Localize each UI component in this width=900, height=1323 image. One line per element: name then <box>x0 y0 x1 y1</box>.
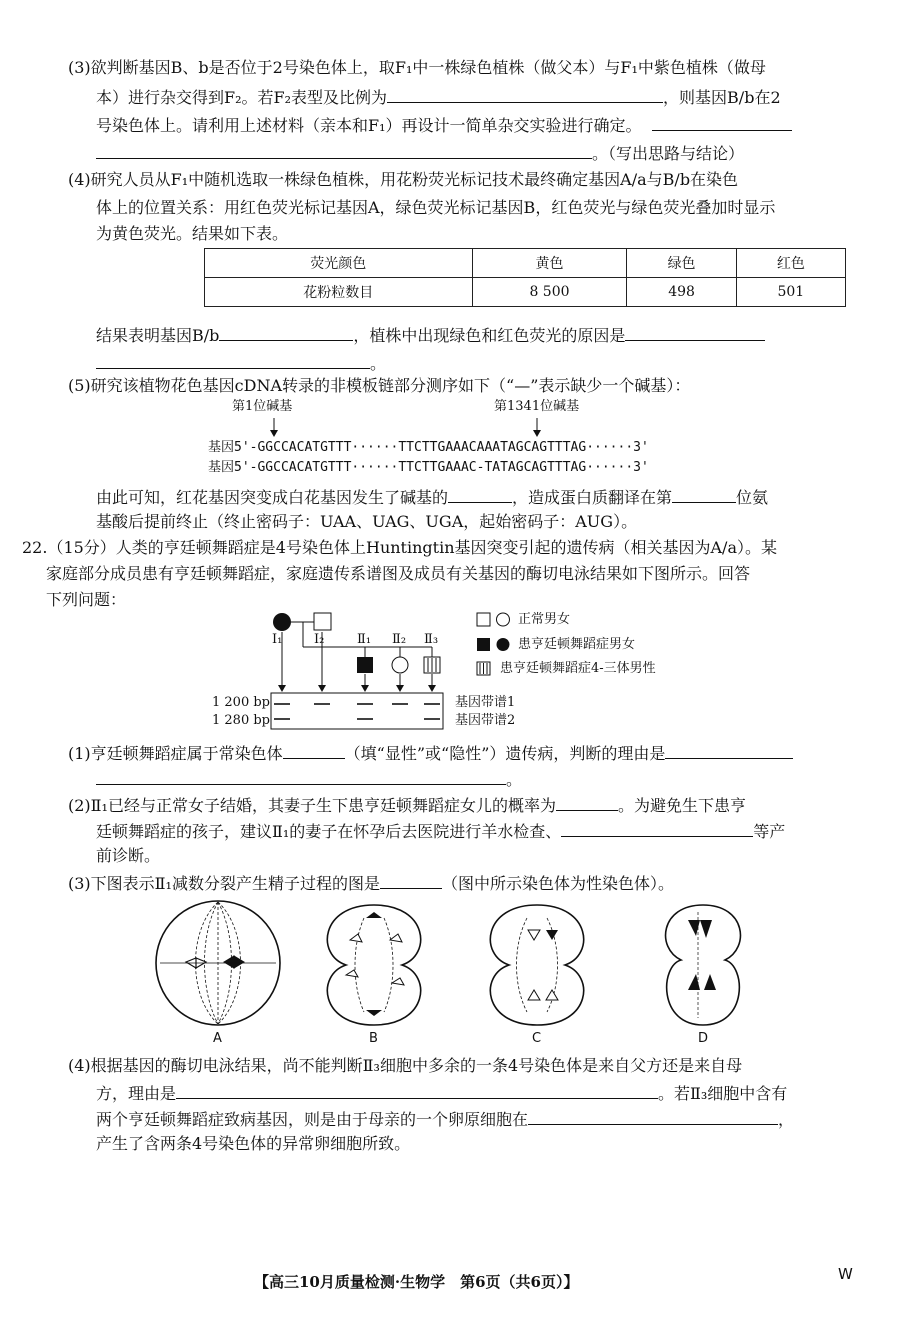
q22-s2-line3: 前诊断。 <box>96 846 161 865</box>
table-cell: 8 500 <box>472 278 627 307</box>
q4-line4-text-a: 结果表明基因B/b <box>96 326 220 345</box>
table-header-cell: 荧光颜色 <box>205 249 473 278</box>
q22-s2-text-a: (2)Ⅱ₁已经与正常女子结婚，其妻子生下患亨廷顿舞蹈症女儿的概率为 <box>68 796 556 815</box>
q22-s1-text-b: （填“显性”或“隐性”）遗传病，判断的理由是 <box>344 744 666 763</box>
cell-label-d: D <box>698 1031 709 1046</box>
table-cell: 498 <box>627 278 736 307</box>
q22-s2-text-d: 等产 <box>753 822 786 841</box>
pedigree-label-I2: Ⅰ₂ <box>314 632 325 647</box>
gene-sequence-red: 基因5'-GGCCACATGTTT······TTCTTGAAACAAATAGCAGTTTAG······3' <box>208 440 649 455</box>
q3-line4-text: 。（写出思路与结论） <box>592 144 745 163</box>
q4-line4-text-b: ，植株中出现绿色和红色荧光的原因是 <box>353 326 626 345</box>
q4-line1: (4)研究人员从F₁中随机选取一株绿色植株，用花粉荧光标记技术最终确定基因A/a与B/b在染色 <box>68 170 739 189</box>
q5-line3: 基酸后提前终止（终止密码子：UAA、UAG、UGA，起始密码子：AUG）。 <box>96 512 638 531</box>
pedigree-label-II1: Ⅱ₁ <box>357 632 372 647</box>
q22-s1-text-c: 。 <box>506 770 523 789</box>
q4-line5-text: 。 <box>370 354 387 373</box>
q3-line2-text-a: 本）进行杂交得到F₂。若F₂表型及比例为 <box>96 88 388 107</box>
legend-affected: 患亨廷顿舞蹈症男女 <box>518 637 636 652</box>
bp-label-1280: 1 280 bp <box>212 713 270 728</box>
q3-line3-text: 号染色体上。请利用上述材料（亲本和F₁）再设计一简单杂交实验进行确定。 <box>96 116 642 135</box>
q22-s2-text-c: 廷顿舞蹈症的孩子，建议Ⅱ₁的妻子在怀孕后去医院进行羊水检查、 <box>96 822 562 841</box>
cell-label-b: B <box>369 1031 378 1046</box>
q4-line2: 体上的位置关系：用红色荧光标记基因A，绿色荧光标记基因B，红色荧光与绿色荧光叠加时显示 <box>96 198 776 217</box>
q22-s2-text-b: 。为避免生下患亨 <box>617 796 746 815</box>
pedigree-label-II2: Ⅱ₂ <box>392 632 407 647</box>
q3-line2-text-b: ，则基因B/b在2 <box>663 88 781 107</box>
q22-line3: 下列问题： <box>46 590 127 609</box>
q22-s1-text-a: (1)亨廷顿舞蹈症属于常染色体 <box>68 744 283 763</box>
page-corner-mark: W <box>838 1265 853 1283</box>
q22-line2: 家庭部分成员患有亨廷顿舞蹈症，家庭遗传系谱图及成员有关基因的酶切电泳结果如下图所示。回答 <box>46 564 751 583</box>
table-header-cell: 绿色 <box>627 249 736 278</box>
q5-line2-text-b: ，造成蛋白质翻译在第 <box>512 488 673 507</box>
band-pattern-1-label: 基因带谱1 <box>455 695 516 710</box>
legend-normal: 正常男女 <box>518 612 571 627</box>
q22-s4-line4: 产生了含两条4号染色体的异常卵细胞所致。 <box>96 1134 411 1153</box>
cell-diagram-a <box>156 901 280 1025</box>
q22-s4-text-b: 方，理由是 <box>96 1084 177 1103</box>
band-pattern-2-label: 基因带谱2 <box>455 713 516 728</box>
table-header-cell: 红色 <box>736 249 845 278</box>
cell-label-c: C <box>532 1031 542 1046</box>
q22-line1: 22.（15分）人类的亨廷顿舞蹈症是4号染色体上Huntingtin基因突变引起的遗传病（相关基因为A/a）。某 <box>22 538 777 557</box>
cell-diagram-c <box>490 905 583 1025</box>
table-cell: 501 <box>736 278 845 307</box>
q3-line1: (3)欲判断基因B、b是否位于2号染色体上，取F₁中一株绿色植株（做父本）与F₁中紫色植株（做母 <box>68 58 766 77</box>
base-1341-label: 第1341位碱基 <box>494 399 580 414</box>
table-cell: 花粉粒数目 <box>205 278 473 307</box>
gene-sequence-white: 基因5'-GGCCACATGTTT······TTCTTGAAAC-TATAGCAGTTTAG······3' <box>208 460 649 475</box>
q5-line2-text-c: 位氨 <box>736 488 769 507</box>
q22-s3-text-b: （图中所示染色体为性染色体）。 <box>441 874 674 893</box>
cell-label-a: A <box>213 1031 222 1046</box>
table-header-cell: 黄色 <box>472 249 627 278</box>
q22-s4-text-c: 。若Ⅱ₃细胞中含有 <box>658 1084 788 1103</box>
page-footer: 【高三10月质量检测·生物学 第6页（共6页）】 <box>254 1273 579 1291</box>
pedigree-label-II3: Ⅱ₃ <box>424 632 439 647</box>
q22-s4-text-d: 两个亨廷顿舞蹈症致病基因，则是由于母亲的一个卵原细胞在 <box>96 1110 529 1129</box>
q4-line3: 为黄色荧光。结果如下表。 <box>96 224 289 243</box>
q5-line2-text-a: 由此可知，红花基因突变成白花基因发生了碱基的 <box>96 488 449 507</box>
cell-diagram-d <box>666 905 741 1025</box>
q22-s3-text-a: (3)下图表示Ⅱ₁减数分裂产生精子过程的图是 <box>68 874 380 893</box>
pedigree-label-I1: Ⅰ₁ <box>272 632 283 647</box>
first-base-label: 第1位碱基 <box>232 399 293 414</box>
q22-s4-line2 <box>96 1080 787 1106</box>
answer-blank[interactable] <box>528 1106 778 1125</box>
legend-trisomy: 患亨廷顿舞蹈症4-三体男性 <box>500 661 656 676</box>
q22-s4-line1: (4)根据基因的酶切电泳结果，尚不能判断Ⅱ₃细胞中多余的一条4号染色体是来自父方还是来自母 <box>68 1056 743 1075</box>
cell-diagram-b <box>327 905 420 1025</box>
bp-label-1200: 1 200 bp <box>212 695 270 710</box>
q5-line1: (5)研究该植物花色基因cDNA转录的非模板链部分测序如下（“—”表示缺少一个碱基）： <box>68 376 691 395</box>
q22-s4-line3 <box>96 1106 794 1132</box>
q22-s4-text-e: ， <box>778 1110 795 1129</box>
answer-blank[interactable] <box>176 1080 658 1099</box>
